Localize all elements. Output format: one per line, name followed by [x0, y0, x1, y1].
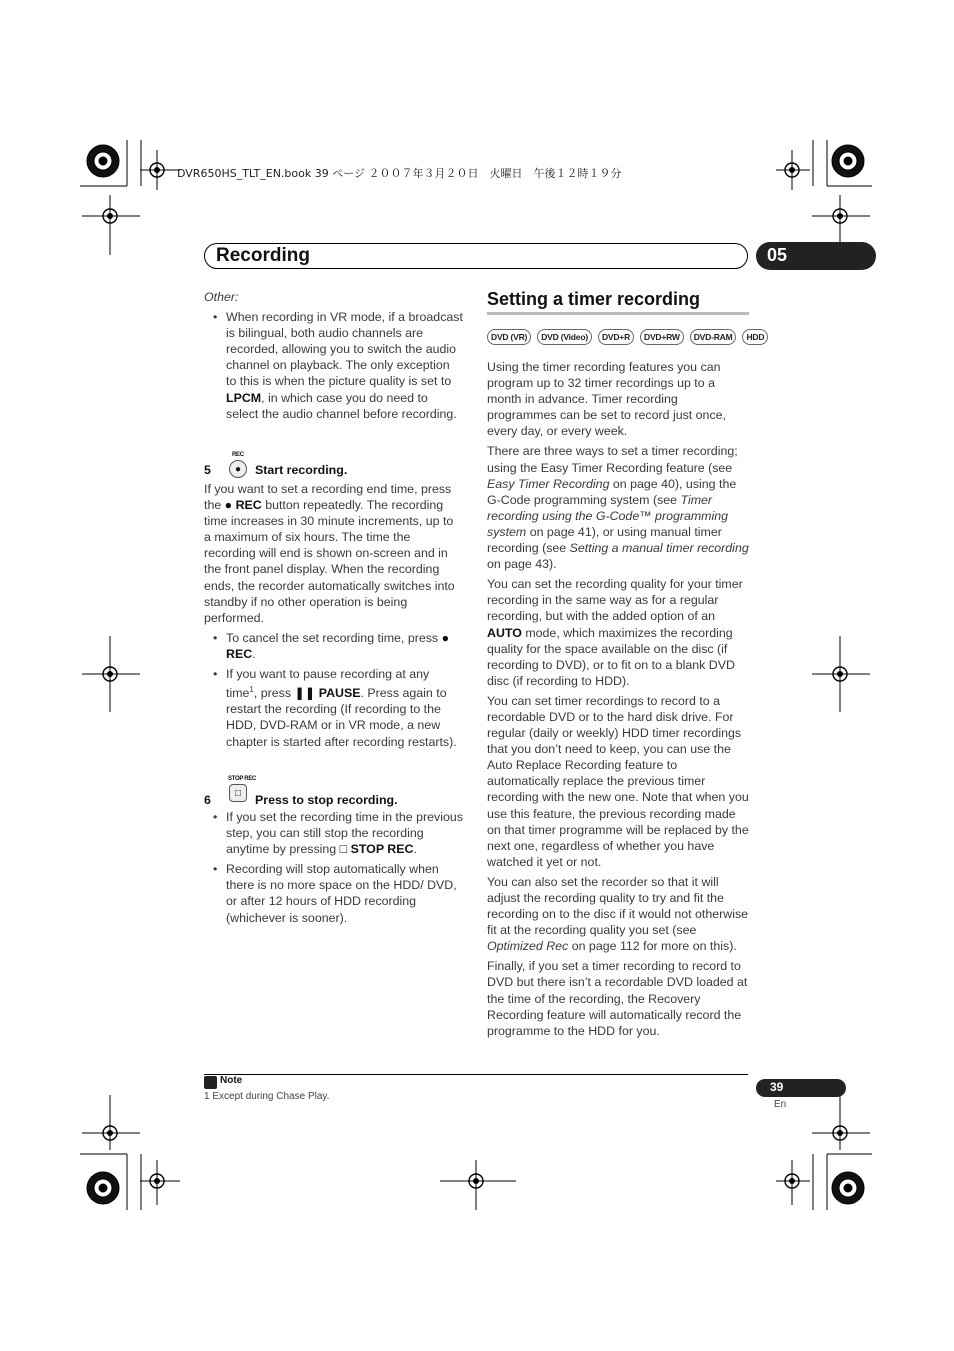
list-item: • Recording will stop automatically when there is no more space on the HDD/ DVD, or after 12 hours of HDD recording (whichever is sooner). [204, 861, 463, 925]
paragraph: Using the timer recording features you can program up to 32 timer recordings up to a month in advance. Timer recording programmes can be set to record just once, every day, or every week. [487, 360, 726, 439]
disc-compatibility-badges [487, 329, 768, 345]
paragraph: You can set the recording quality for your timer recording in the same way as for a regular recording, but with the added option of an AUTO mode, which maximizes the recording quality for the space available on the disc (if recording to DVD), or to fit on to a blank DVD disc (if recording to HDD). [487, 577, 743, 688]
step-5-title: Start recording. [255, 463, 348, 477]
page-number: 39 [770, 1080, 784, 1094]
chapter-number: 05 [767, 245, 788, 265]
note-pencil-icon [204, 1076, 217, 1089]
disc-badge-hdd: HDD [742, 329, 768, 345]
paragraph: Finally, if you set a timer recording to record to DVD but there isn’t a recordable DVD loaded at the time of the recording, the Recovery Recording feature will automatically record the programme to the HDD for you. [487, 959, 748, 1038]
rec-button-caption: REC [232, 452, 244, 458]
stop-rec-button-caption: STOP REC [228, 776, 257, 782]
disc-badge-dvd-plus-r: DVD+R [598, 329, 634, 345]
disc-badge-dvd-video: DVD (Video) [537, 329, 592, 345]
step-5-number: 5 [204, 463, 211, 477]
section-title: Recording [216, 245, 310, 266]
step-5-body [204, 481, 463, 754]
step-5-paragraph: If you want to set a recording end time, press the ● REC button repeatedly. The recording time increases in 30 minute increments, up to a maximum of six hours. The time the recording will end is shown on-screen and in the front panel display. When the recording ends, the recorder automatically switches into standby if no other operation is being performed. [204, 482, 455, 625]
disc-badge-dvd-plus-rw: DVD+RW [640, 329, 684, 345]
paragraph: There are three ways to set a timer recording; using the Easy Timer Recording feature (see Easy Timer Recording on page 40), using the G-Code programming system (see Timer recording using the G-Code™ programming system on page 41), or using manual timer recording (see Setting a manual timer recording on page 43). [487, 444, 749, 572]
list-item: • If you set the recording time in the previous step, you can still stop the recording anytime by pressing □ STOP REC. [204, 809, 463, 857]
disc-badge-dvd-ram: DVD-RAM [690, 329, 737, 345]
paragraph: You can set timer recordings to record to a recordable DVD or to the hard disk drive. For regular (daily or weekly) HDD timer recordings that you don’t need to keep, you can use the Auto Replace Recording feature to automatically replace the previous timer recording with the new one. Note that when you use this feature, the previous recording made on that timer programme will be replaced by the next one, regardless of whether you have watched it yet or not. [487, 693, 749, 869]
footnote: 1 Except during Chase Play. [204, 1091, 330, 1102]
right-column [487, 359, 749, 1039]
disc-badge-dvd-vr: DVD (VR) [487, 329, 531, 345]
step-6-body [204, 809, 463, 930]
section-heading: Setting a timer recording [487, 289, 701, 309]
stop-rec-button-icon: □ [229, 784, 247, 802]
note-divider [204, 1074, 748, 1075]
page-language: En [774, 1099, 787, 1110]
rec-button-icon: ● [229, 460, 247, 478]
step-6-title: Press to stop recording. [255, 793, 398, 807]
list-item: • If you want to pause recording at any time$^1$, press ❚❚ PAUSE. Press again to restart the recording (If recording to the HDD, DVD-RAM or in VR mode, a new chapter is started after recording restarts). [204, 666, 463, 750]
note-label: Note [220, 1075, 243, 1086]
print-header: DVR650HS_TLT_EN.book 39 ページ ２００７年３月２０日 火曜日 午後１２時１９分 [177, 167, 622, 180]
list-item: • When recording in VR mode, if a broadcast is bilingual, both audio channels are recorded, allowing you to switch the audio channel on playback. The only exception to this is when the picture quality is set to LPCM, in which case you do need to select the audio channel before recording. [204, 309, 463, 422]
heading-underline [487, 312, 749, 315]
left-column [204, 289, 463, 426]
step-6-number: 6 [204, 793, 211, 807]
paragraph: You can also set the recorder so that it will adjust the recording quality to try and fit the recording on to the disc if it would not otherwise fit at the recording quality you set (see Optimized Rec on page 112 for more on this). [487, 874, 749, 954]
other-label: Other: [204, 290, 239, 304]
list-item: • To cancel the set recording time, press ● REC. [204, 630, 463, 662]
